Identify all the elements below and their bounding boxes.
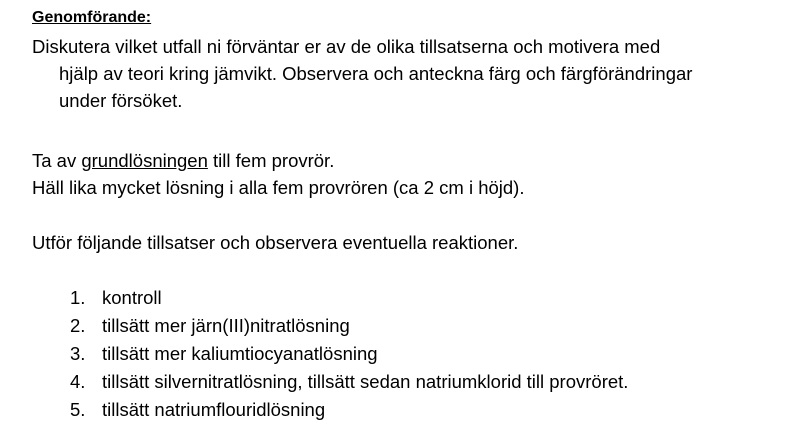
grundlosningen-term: grundlösningen	[81, 150, 208, 171]
list-item-text: tillsätt silvernitratlösning, tillsätt sedan natriumklorid till provröret.	[102, 371, 629, 392]
intro-line-1: Diskutera vilket utfall ni förväntar er av de olika tillsatserna och motivera med	[32, 36, 661, 57]
list-item	[70, 340, 628, 368]
prep-line-2: Häll lika mycket lösning i alla fem provrören (ca 2 cm i höjd).	[32, 177, 525, 198]
list-item	[70, 368, 628, 396]
list-item	[70, 312, 628, 340]
section-heading: Genomförande:	[32, 9, 152, 26]
list-item-text: tillsätt natriumflouridlösning	[102, 399, 326, 420]
list-item-number: 2.	[70, 315, 86, 336]
intro-line-3: under försöket.	[59, 90, 183, 111]
list-item-text: tillsätt mer järn(III)nitratlösning	[102, 315, 350, 336]
prep-paragraph	[32, 147, 524, 201]
prep-line-1	[32, 150, 334, 171]
list-item-text: kontroll	[102, 287, 162, 308]
list-item	[70, 396, 628, 424]
instruction-paragraph: Utför följande tillsatser och observera eventuella reaktioner.	[32, 232, 519, 253]
list-item-number: 1.	[70, 287, 86, 308]
prep-line-1-end: till fem provrör.	[207, 150, 335, 171]
intro-line-2: hjälp av teori kring jämvikt. Observera och anteckna färg och färgförändringar	[59, 63, 693, 84]
list-item	[70, 284, 628, 312]
list-item-number: 5.	[70, 399, 86, 420]
list-item-text: tillsätt mer kaliumtiocyanatlösning	[102, 343, 378, 364]
list-item-number: 3.	[70, 343, 86, 364]
steps-list	[70, 284, 628, 424]
prep-line-1-start: Ta av	[32, 150, 82, 171]
list-item-number: 4.	[70, 371, 86, 392]
intro-paragraph	[32, 33, 692, 114]
